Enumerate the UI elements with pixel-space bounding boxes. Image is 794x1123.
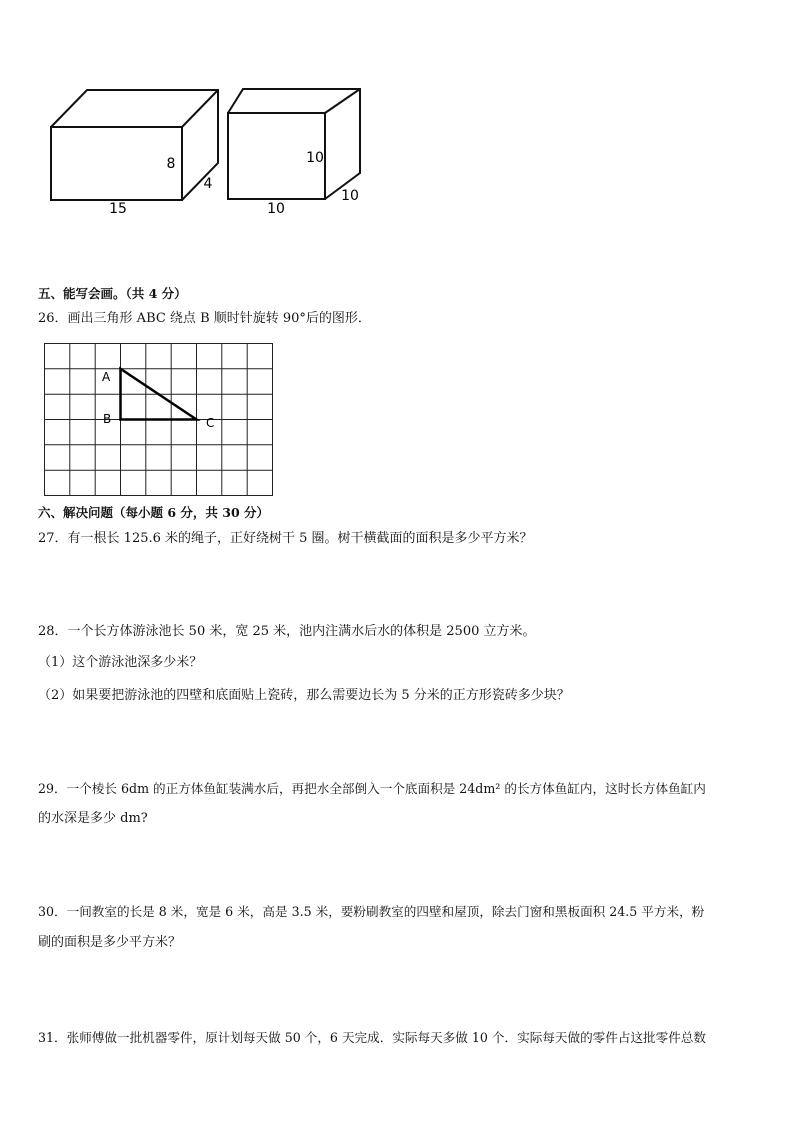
- question-31-line-1: 31．张师傅做一批机器零件，原计划每天做 50 个，6 天完成．实际每天多做 10 个．实际每天做的零件占这批零件总数: [38, 1030, 707, 1045]
- point-c-label: C: [206, 416, 215, 430]
- box2-width-label: 10: [267, 201, 285, 217]
- cuboid-10-10-10: [228, 89, 360, 199]
- question-28: 28．一个长方体游泳池长 50 米，宽 25 米，池内注满水后水的体积是 2500 立方米。: [38, 624, 536, 639]
- question-30-line-2: 刷的面积是多少平方米？: [38, 935, 182, 950]
- question-30-line-1: 30．一间教室的长是 8 米，宽是 6 米，高是 3.5 米，要粉刷教室的四壁和屋顶，除去门窗和黑板面积 24.5 平方米，粉: [38, 904, 705, 919]
- grid-triangle-figure: [44, 343, 274, 497]
- question-29-line-1: 29．一个棱长 6dm 的正方体鱼缸装满水后，再把水全部倒入一个底面积是 24dm² 的长方体鱼缸内，这时长方体鱼缸内: [38, 781, 706, 796]
- point-a-label: A: [102, 370, 111, 384]
- box1-height-label: 8: [166, 156, 176, 172]
- section6-heading: 六、解决问题（每小题 6 分，共 30 分）: [38, 505, 270, 520]
- question-26: 26．画出三角形 ABC 绕点 B 顺时针旋转 90°后的图形．: [38, 311, 371, 326]
- cuboid-15-8-4: [51, 90, 218, 200]
- cuboid-figures: [40, 80, 380, 230]
- point-b-label: B: [103, 412, 112, 426]
- section5-heading: 五、能写会画。（共 4 分）: [38, 286, 187, 301]
- box1-width-label: 15: [109, 201, 127, 217]
- box2-depth-label: 10: [341, 188, 359, 204]
- question-28-part-2: （2）如果要把游泳池的四壁和底面贴上瓷砖，那么需要边长为 5 分米的正方形瓷砖多少块？: [38, 688, 570, 703]
- box1-depth-label: 4: [203, 176, 213, 192]
- question-29-line-2: 的水深是多少 dm?: [38, 811, 148, 826]
- box2-height-label: 10: [306, 150, 324, 166]
- question-28-part-1: （1）这个游泳池深多少米？: [38, 655, 203, 670]
- question-27: 27．有一根长 125.6 米的绳子，正好绕树干 5 圈。树干横截面的面积是多少平方米？: [38, 531, 533, 546]
